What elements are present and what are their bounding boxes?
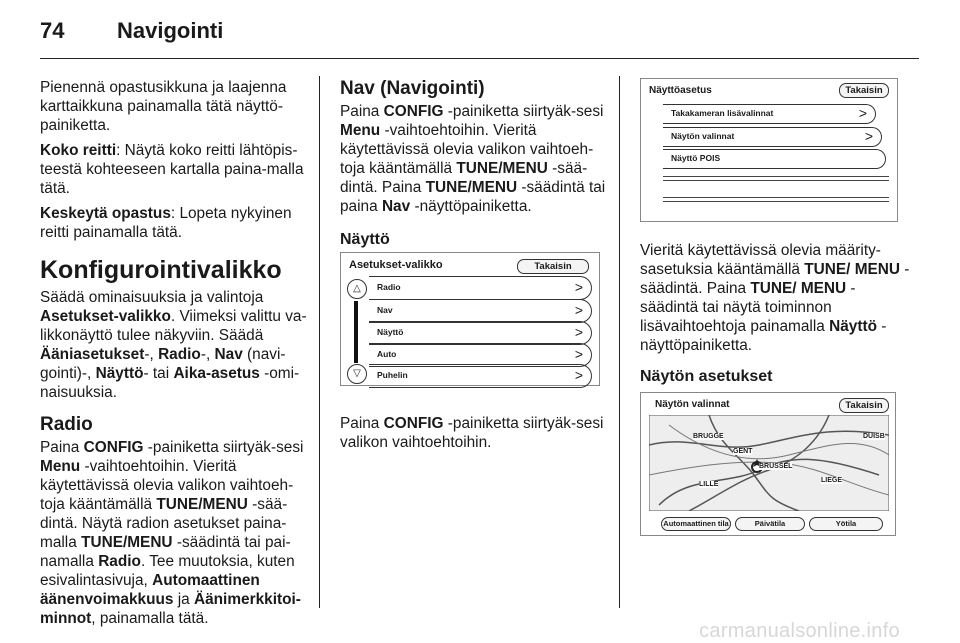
intro-paragraph: Pienennä opastusikkuna ja laajenna karttaikkuna painamalla tätä näyttö-painiketta. (40, 79, 287, 134)
menu-item-auto[interactable]: Auto > (369, 343, 592, 367)
menu-item-naytto[interactable]: Näyttö > (369, 321, 592, 345)
empty-row (663, 176, 889, 181)
display-options-screenshot (640, 392, 896, 536)
back-button[interactable]: Takaisin (517, 259, 589, 274)
night-mode-button[interactable]: Yötila (809, 517, 883, 531)
menu-item-rear-camera[interactable]: Takakameran lisävalinnat > (663, 104, 876, 124)
header-rule (40, 58, 919, 59)
day-mode-button[interactable]: Päivätila (735, 517, 805, 531)
column-divider (319, 76, 320, 608)
keskeyta-paragraph: Keskeytä opastus: Lopeta nykyinen reitti painamalla tätä. (40, 205, 292, 241)
empty-row (663, 197, 889, 202)
chevron-right-icon: > (574, 302, 583, 318)
city-label: DUISB (863, 433, 885, 440)
display-options-title: Näytön valinnat (655, 399, 730, 410)
naytto-heading: Näyttö (340, 231, 390, 248)
section-title: Navigointi (117, 18, 224, 43)
menu-item-nav[interactable]: Nav > (369, 299, 592, 323)
radio-paragraph: Paina CONFIG -painiketta siirtyäk-sesi Menu -vaihtoehtoihin. Vieritä käytettävissä olevia valikon vaihtoeh-toja kääntämällä TUNE/MENU -sää-dintä. Näytä radion asetukset paina-malla TUNE/MENU -säädintä tai pai-namalla Radio. Tee muutoksia, kuten esivalintasivuja, Automaattinen äänenvoimakkuus ja Äänimerkkitoi-minnot, painamalla tätä. (40, 439, 304, 627)
watermark: carmanualsonline.info (699, 620, 900, 642)
konfigurointi-paragraph: Säädä ominaisuuksia ja valintoja Asetukset-valikko. Viimeksi valittu va-likkonäyttö tulee näkyviin. Säädä Ääniasetukset-, Radio-, Nav (navi-gointi)-, Näyttö- tai Aika-asetus -omi-naisuuksia. (40, 289, 307, 401)
scroll-paragraph: Vieritä käytettävissä olevia määrity-sasetuksia kääntämällä TUNE/ MENU -säädintä. Paina TUNE/ MENU -säädintä tai näytä toiminnon lisävaihtoehtoja painamalla Näyttö -näyttöpainiketta. (640, 242, 910, 354)
config-paragraph: Paina CONFIG -painiketta siirtyäk-sesi valikon vaihtoehtoihin. (340, 415, 604, 451)
scroll-down-icon[interactable]: ▽ (347, 364, 367, 384)
settings-menu-title: Asetukset-valikko (349, 259, 443, 271)
back-button[interactable]: Takaisin (839, 83, 889, 98)
scroll-up-icon[interactable]: △ (347, 279, 367, 299)
menu-item-display-options[interactable]: Näytön valinnat > (663, 127, 882, 147)
radio-heading: Radio (40, 414, 93, 435)
column-1 (40, 78, 310, 634)
city-label: BRUSSEL (759, 463, 793, 470)
menu-item-puhelin[interactable]: Puhelin > (369, 364, 592, 388)
column-2-after (340, 414, 608, 458)
column-divider (619, 76, 620, 608)
city-label: GENT (733, 448, 753, 455)
chevron-right-icon: > (574, 367, 583, 383)
nayton-asetukset-heading: Näytön asetukset (640, 368, 773, 385)
scroll-bar[interactable] (354, 301, 358, 363)
menu-item-radio[interactable]: Radio > (369, 276, 592, 300)
settings-menu-screenshot (340, 252, 600, 386)
page-number: 74 (40, 18, 65, 43)
display-settings-title: Näyttöasetus (649, 85, 712, 96)
konfigurointi-heading: Konfigurointivalikko (40, 256, 282, 284)
chevron-right-icon: > (858, 105, 867, 121)
column-3 (640, 241, 910, 389)
auto-mode-button[interactable]: Automaattinen tila (661, 517, 731, 531)
column-2 (340, 78, 608, 252)
city-label: BRUGGE (693, 433, 724, 440)
chevron-right-icon: > (864, 128, 873, 144)
nav-paragraph: Paina CONFIG -painiketta siirtyäk-sesi Menu -vaihtoehtoihin. Vieritä käytettävissä olevia valikon vaihtoeh-toja kääntämällä TUNE/MENU -sää-dintä. Paina TUNE/MENU -säädintä tai paina Nav -näyttöpainiketta. (340, 103, 606, 215)
back-button[interactable]: Takaisin (839, 398, 889, 413)
city-label: LILLE (699, 481, 719, 488)
chevron-right-icon: > (574, 324, 583, 340)
city-label: LIEGE (821, 477, 843, 484)
display-settings-screenshot (640, 78, 898, 222)
chevron-right-icon: > (574, 279, 583, 295)
menu-item-display-off[interactable]: Näyttö POIS (663, 149, 886, 169)
chevron-right-icon: > (574, 346, 583, 362)
nav-heading: Nav (Navigointi) (340, 78, 485, 99)
koko-reitti-paragraph: Koko reitti: Näytä koko reitti lähtöpis-teestä kohteeseen kartalla paina-malla tätä. (40, 142, 304, 197)
